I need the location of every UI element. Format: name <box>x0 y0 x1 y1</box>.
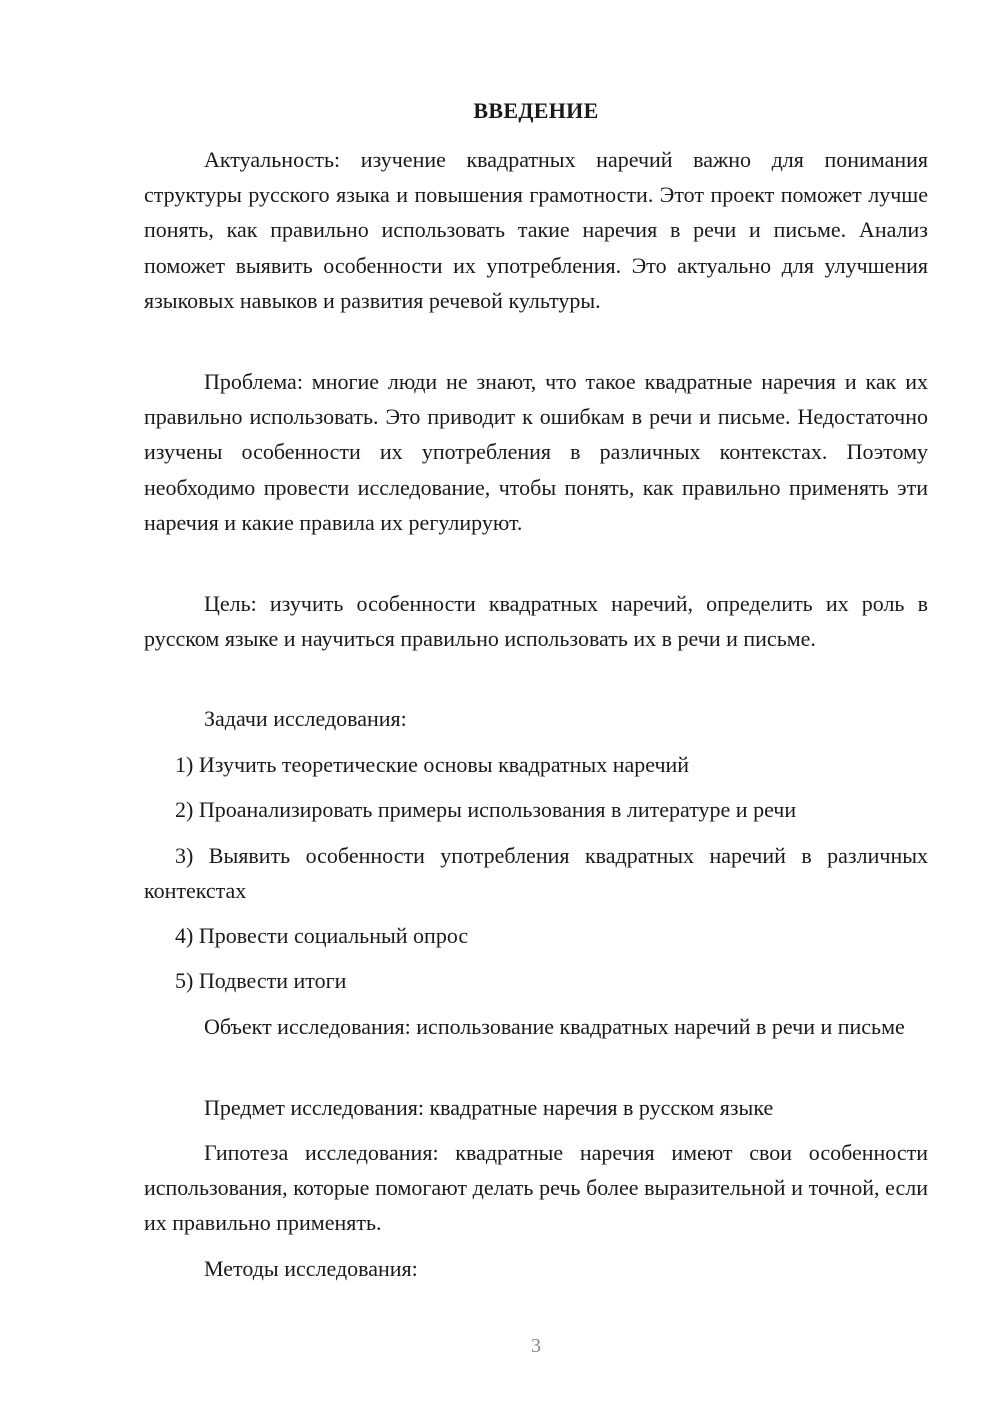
task-item-4: 4) Провести социальный опрос <box>175 923 469 948</box>
page-number: 3 <box>531 1335 541 1357</box>
task-item-5: 5) Подвести итоги <box>175 968 347 993</box>
section-title: ВВЕДЕНИЕ <box>473 98 599 123</box>
paragraph-hypothesis: Гипотеза исследования: квадратные наречия имеют свои особенности использования, которые помогают делать речь более выразительной и точной, если их правильно применять. <box>144 1140 928 1236</box>
task-item-1: 1) Изучить теоретические основы квадратных наречий <box>175 752 690 777</box>
paragraph-subject: Предмет исследования: квадратные наречия в русском языке <box>204 1095 774 1120</box>
paragraph-methods-heading: Методы исследования: <box>204 1256 418 1281</box>
task-item-3: 3) Выявить особенности употребления квадратных наречий в различных контекстах <box>144 843 928 904</box>
paragraph-goal: Цель: изучить особенности квадратных наречий, определить их роль в русском языке и научиться правильно использовать их в речи и письме. <box>144 591 928 652</box>
task-item-2: 2) Проанализировать примеры использования в литературе и речи <box>175 797 797 822</box>
paragraph-tasks-heading: Задачи исследования: <box>204 706 407 731</box>
paragraph-object: Объект исследования: использование квадратных наречий в речи и письме <box>204 1014 905 1039</box>
paragraph-problem: Проблема: многие люди не знают, что такое квадратные наречия и как их правильно использовать. Это приводит к ошибкам в речи и письме. Недостаточно изучены особенности их употребления в различных контекстах. Поэтому необходимо провести исследование, чтобы понять, как правильно применять эти наречия и какие правила их регулируют. <box>144 369 928 535</box>
paragraph-relevance: Актуальность: изучение квадратных наречий важно для понимания структуры русского языка и повышения грамотности. Этот проект поможет лучше понять, как правильно использовать такие наречия в речи и письме. Анализ поможет выявить особенности их употребления. Это актуально для улучшения языковых навыков и развития речевой культуры. <box>144 147 928 313</box>
